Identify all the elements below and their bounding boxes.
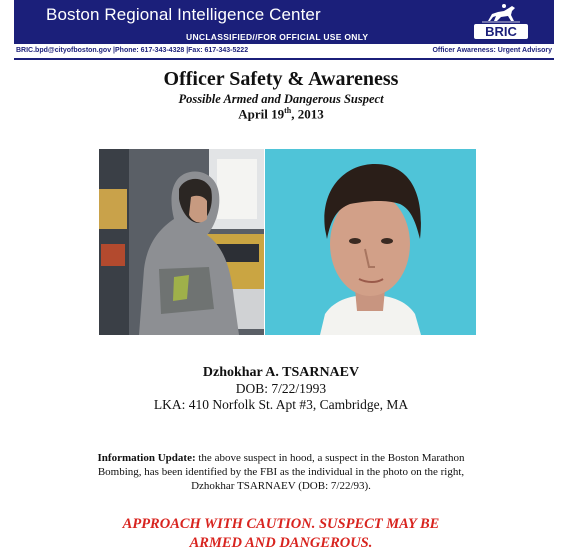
warning-line-2: ARMED AND DANGEROUS. [189, 535, 373, 551]
org-name: Boston Regional Intelligence Center [46, 5, 321, 24]
suspect-last-known-address: LKA: 410 Norfolk St. Apt #3, Cambridge, MA [153, 397, 409, 412]
info-update-text: the above suspect in hood, a suspect in the Boston Marathon Bombing, has been identified by the FBI as the individual in the photo on the right, Dzhokhar TSARNAEV (DOB: 7/22/93). [97, 452, 465, 492]
advisory-label: Officer Awareness: Urgent Advisory [432, 47, 552, 54]
bulletin-title: Officer Safety & Awareness [163, 68, 399, 90]
header-contact-bar [14, 44, 554, 60]
date-prefix: April 19 [238, 106, 285, 122]
surveillance-photo [99, 149, 264, 335]
header [14, 0, 554, 62]
bulletin-date [0, 106, 562, 122]
suspect-portrait-photo [265, 149, 476, 335]
info-update-label: Information Update: [97, 452, 196, 464]
caution-warning [80, 515, 482, 553]
bric-logo [474, 2, 528, 42]
contact-info: BRIC.bpd@cityofboston.gov |Phone: 617-343-4328 |Fax: 617-343-5222 [16, 47, 249, 54]
horse-rider-icon [474, 2, 528, 26]
suspect-dob: DOB: 7/22/1993 [235, 381, 327, 396]
header-bar [14, 0, 554, 44]
date-suffix: , 2013 [291, 106, 324, 122]
surveillance-photo-image [99, 149, 264, 335]
date-ordinal: th [284, 106, 292, 115]
warning-line-1: APPROACH WITH CAUTION. SUSPECT MAY BE [122, 516, 440, 532]
suspect-name: Dzhokhar A. TSARNAEV [202, 365, 360, 380]
classification-label: UNCLASSIFIED//FOR OFFICIAL USE ONLY [186, 32, 369, 42]
suspect-portrait-image [265, 149, 476, 335]
bulletin-subtitle: Possible Armed and Dangerous Suspect [178, 92, 384, 106]
information-update [90, 451, 472, 493]
logo-text: BRIC [474, 24, 528, 39]
